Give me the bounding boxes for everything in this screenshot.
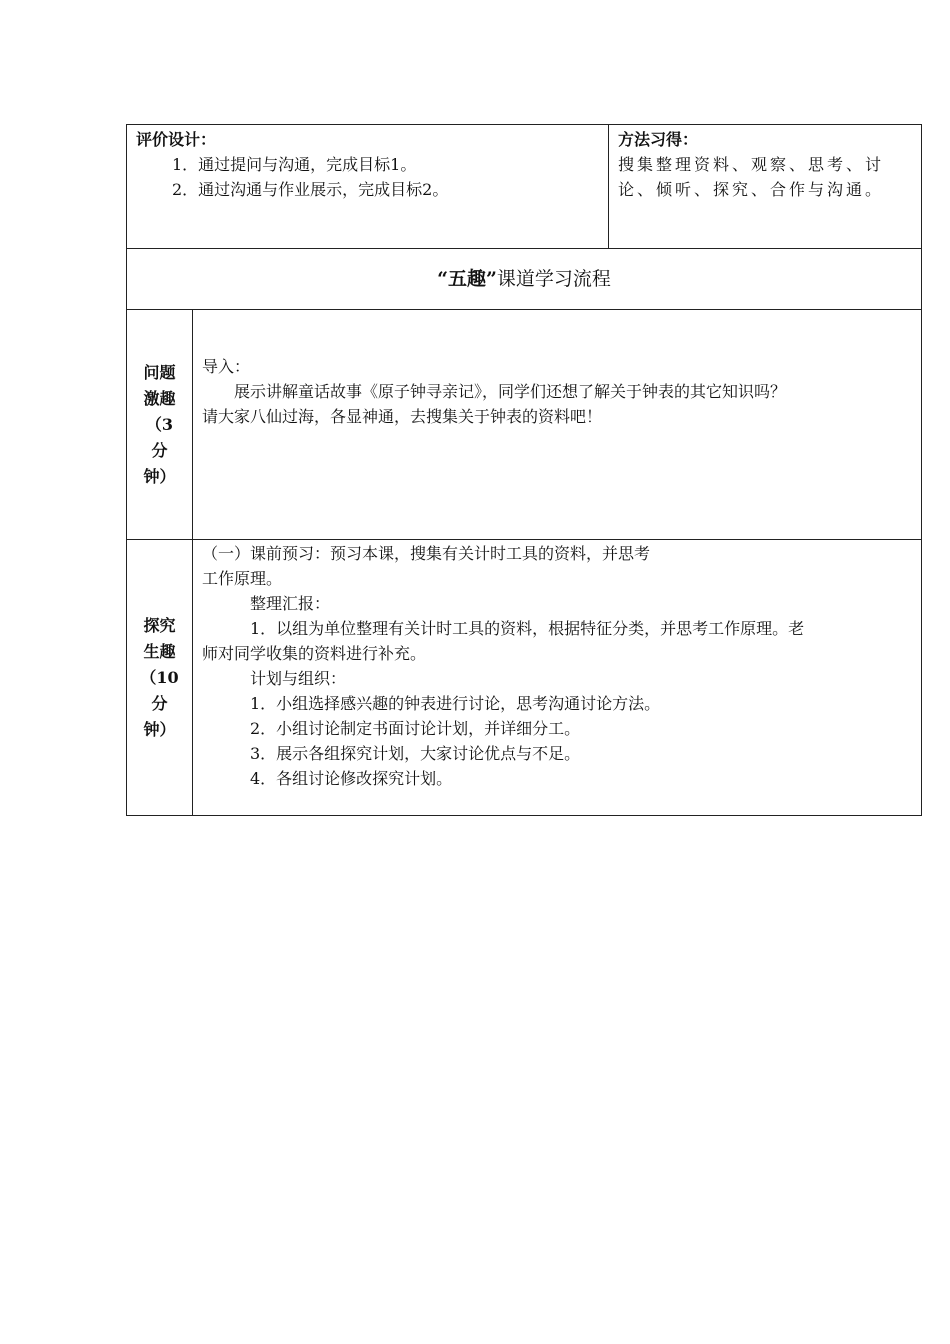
stage-label-line: 激趣 (143, 388, 176, 408)
stage-label-line: 问题 (143, 362, 176, 382)
flow-title-bold: “五趣” (437, 267, 497, 290)
stage-label-line: （3 (145, 414, 174, 434)
evaluation-method-row (127, 125, 922, 249)
report-text: 师对同学收集的资料进行补充。 (202, 644, 427, 663)
preview-text: （一）课前预习：预习本课，搜集有关计时工具的资料，并思考 (202, 544, 651, 563)
lesson-plan-table (126, 124, 922, 816)
method-cell (609, 125, 922, 249)
intro-heading: 导入： (202, 357, 251, 376)
plan-heading: 计划与组织： (250, 669, 347, 688)
flow-title-row (127, 249, 922, 310)
lesson-plan-document (126, 124, 921, 816)
method-text: 搜集整理资料、观察、思考、讨论、倾听、探究、合作与沟通。 (618, 155, 885, 199)
report-heading: 整理汇报： (250, 594, 331, 613)
stage-label-line: （10 (140, 667, 179, 687)
stage-label-line: 分 (151, 440, 168, 460)
stage-label-line: 分 (151, 693, 168, 713)
evaluation-item: 1．通过提问与沟通，完成目标1。 (172, 155, 417, 174)
method-heading: 方法习得： (618, 130, 699, 149)
plan-item: 4．各组讨论修改探究计划。 (250, 769, 453, 788)
stage-label (127, 540, 193, 816)
report-text: 1．以组为单位整理有关计时工具的资料，根据特征分类，并思考工作原理。老 (250, 619, 805, 638)
intro-text: 请大家八仙过海，各显神通，去搜集关于钟表的资料吧！ (202, 407, 603, 426)
stage-label-line: 钟） (143, 466, 176, 486)
plan-item: 1．小组选择感兴趣的钟表进行讨论，思考沟通讨论方法。 (250, 694, 661, 713)
stage-row-explore (127, 540, 922, 816)
stage-row-inquiry (127, 310, 922, 540)
intro-text: 展示讲解童话故事《原子钟寻亲记》，同学们还想了解关于钟表的其它知识吗？ (234, 382, 787, 401)
evaluation-heading: 评价设计： (136, 130, 217, 149)
stage-label-line: 生趣 (143, 641, 176, 661)
evaluation-item: 2．通过沟通与作业展示，完成目标2。 (172, 180, 449, 199)
plan-item: 3．展示各组探究计划，大家讨论优点与不足。 (250, 744, 581, 763)
stage-content (193, 540, 922, 816)
flow-title (127, 249, 922, 310)
flow-title-rest: 课道学习流程 (496, 267, 611, 290)
evaluation-cell (127, 125, 609, 249)
stage-label (127, 310, 193, 540)
plan-item: 2．小组讨论制定书面讨论计划，并详细分工。 (250, 719, 581, 738)
stage-label-line: 探究 (143, 615, 176, 635)
preview-text: 工作原理。 (202, 569, 283, 588)
stage-label-line: 钟） (143, 719, 176, 739)
stage-content (193, 310, 922, 540)
